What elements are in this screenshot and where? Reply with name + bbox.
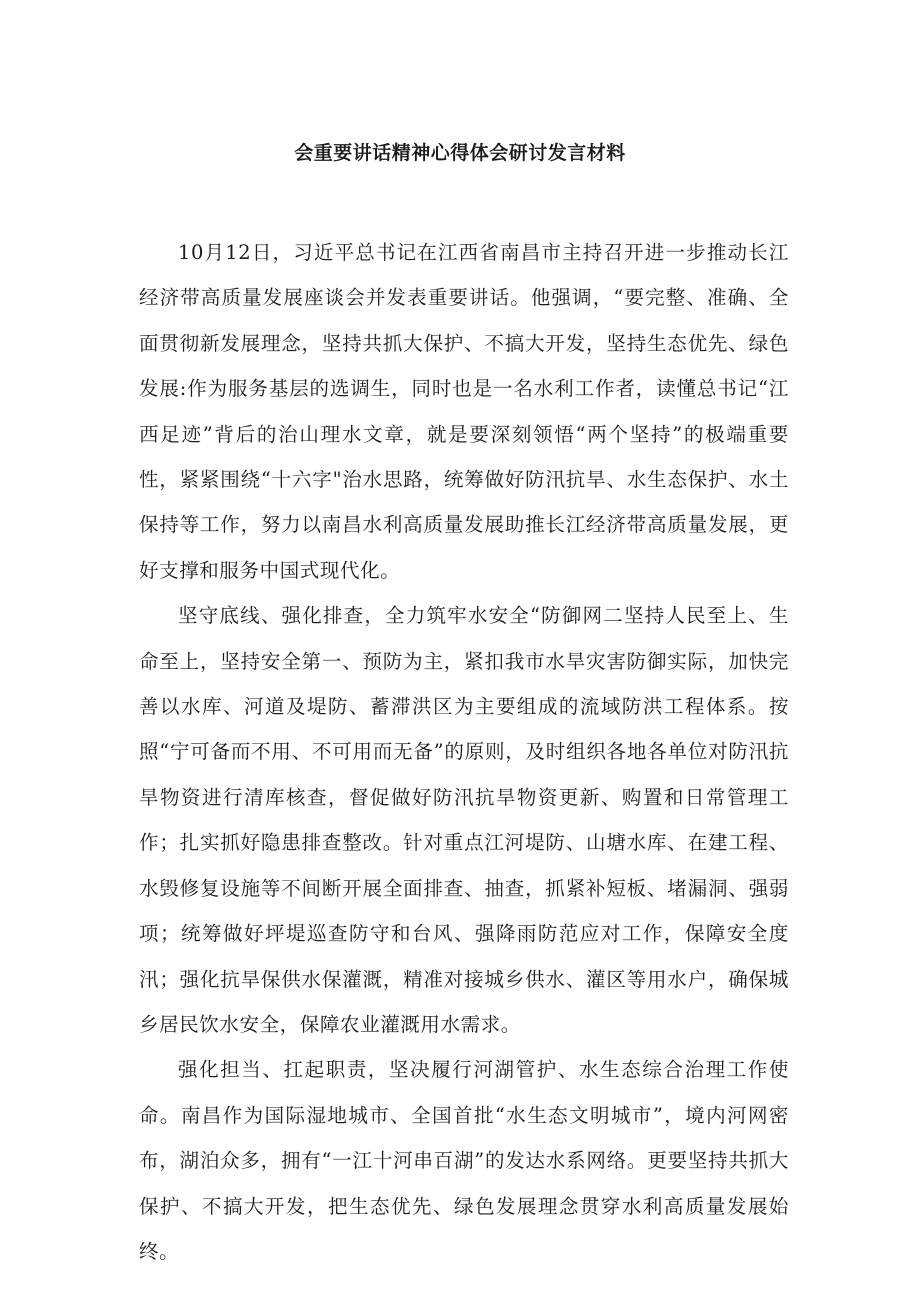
paragraph-1: 10月12日，习近平总书记在江西省南昌市主持召开进一步推动长江经济带高质量发展座谈会并发表重要讲话。他强调，“要完整、准确、全面贯彻新发展理念，坚持共抓大保护、不搞大开发，坚持生态优先、绿色发展:作为服务基层的选调生，同时也是一名水利工作者，读懂总书记“江西足迹”背后的治山理水文章，就是要深刻领悟“两个坚持”的极端重要性，紧紧围绕“十六字"治水思路，统筹做好防汛抗旱、水生态保护、水土保持等工作，努力以南昌水利高质量发展助推长江经济带高质量发展，更好支撑和服务中国式现代化。 — [139, 241, 789, 582]
paragraph-3: 强化担当、扛起职责，坚决履行河湖管护、水生态综合治理工作使命。南昌作为国际湿地城市、全国首批“水生态文明城市”，境内河网密布，湖泊众多，拥有“一江十河串百湖”的发达水系网络。更要坚持共抓大保护、不搞大开发，把生态优先、绿色发展理念贯穿水利高质量发展始终。 — [139, 1058, 789, 1263]
document-body — [139, 230, 789, 1274]
document-title: 会重要讲话精神心得体会研讨发言材料 — [294, 142, 626, 164]
paragraph-2: 坚守底线、强化排查，全力筑牢水安全“防御网二坚持人民至上、生命至上，坚持安全第一、预防为主，紧扣我市水旱灾害防御实际，加快完善以水库、河道及堤防、蓄滞洪区为主要组成的流域防洪工程体系。按照“宁可备而不用、不可用而无备”的原则，及时组织各地各单位对防汛抗旱物资进行清库核查，督促做好防汛抗旱物资更新、购置和日常管理工作；扎实抓好隐患排查整改。针对重点江河堤防、山塘水库、在建工程、水毁修复设施等不间断开展全面排查、抽查，抓紧补短板、堵漏洞、强弱项；统筹做好坪堤巡查防守和台风、强降雨防范应对工作，保障安全度汛；强化抗旱保供水保灌溉，精准对接城乡供水、灌区等用水户，确保城乡居民饮水安全，保障农业灌溉用水需求。 — [139, 604, 789, 1036]
